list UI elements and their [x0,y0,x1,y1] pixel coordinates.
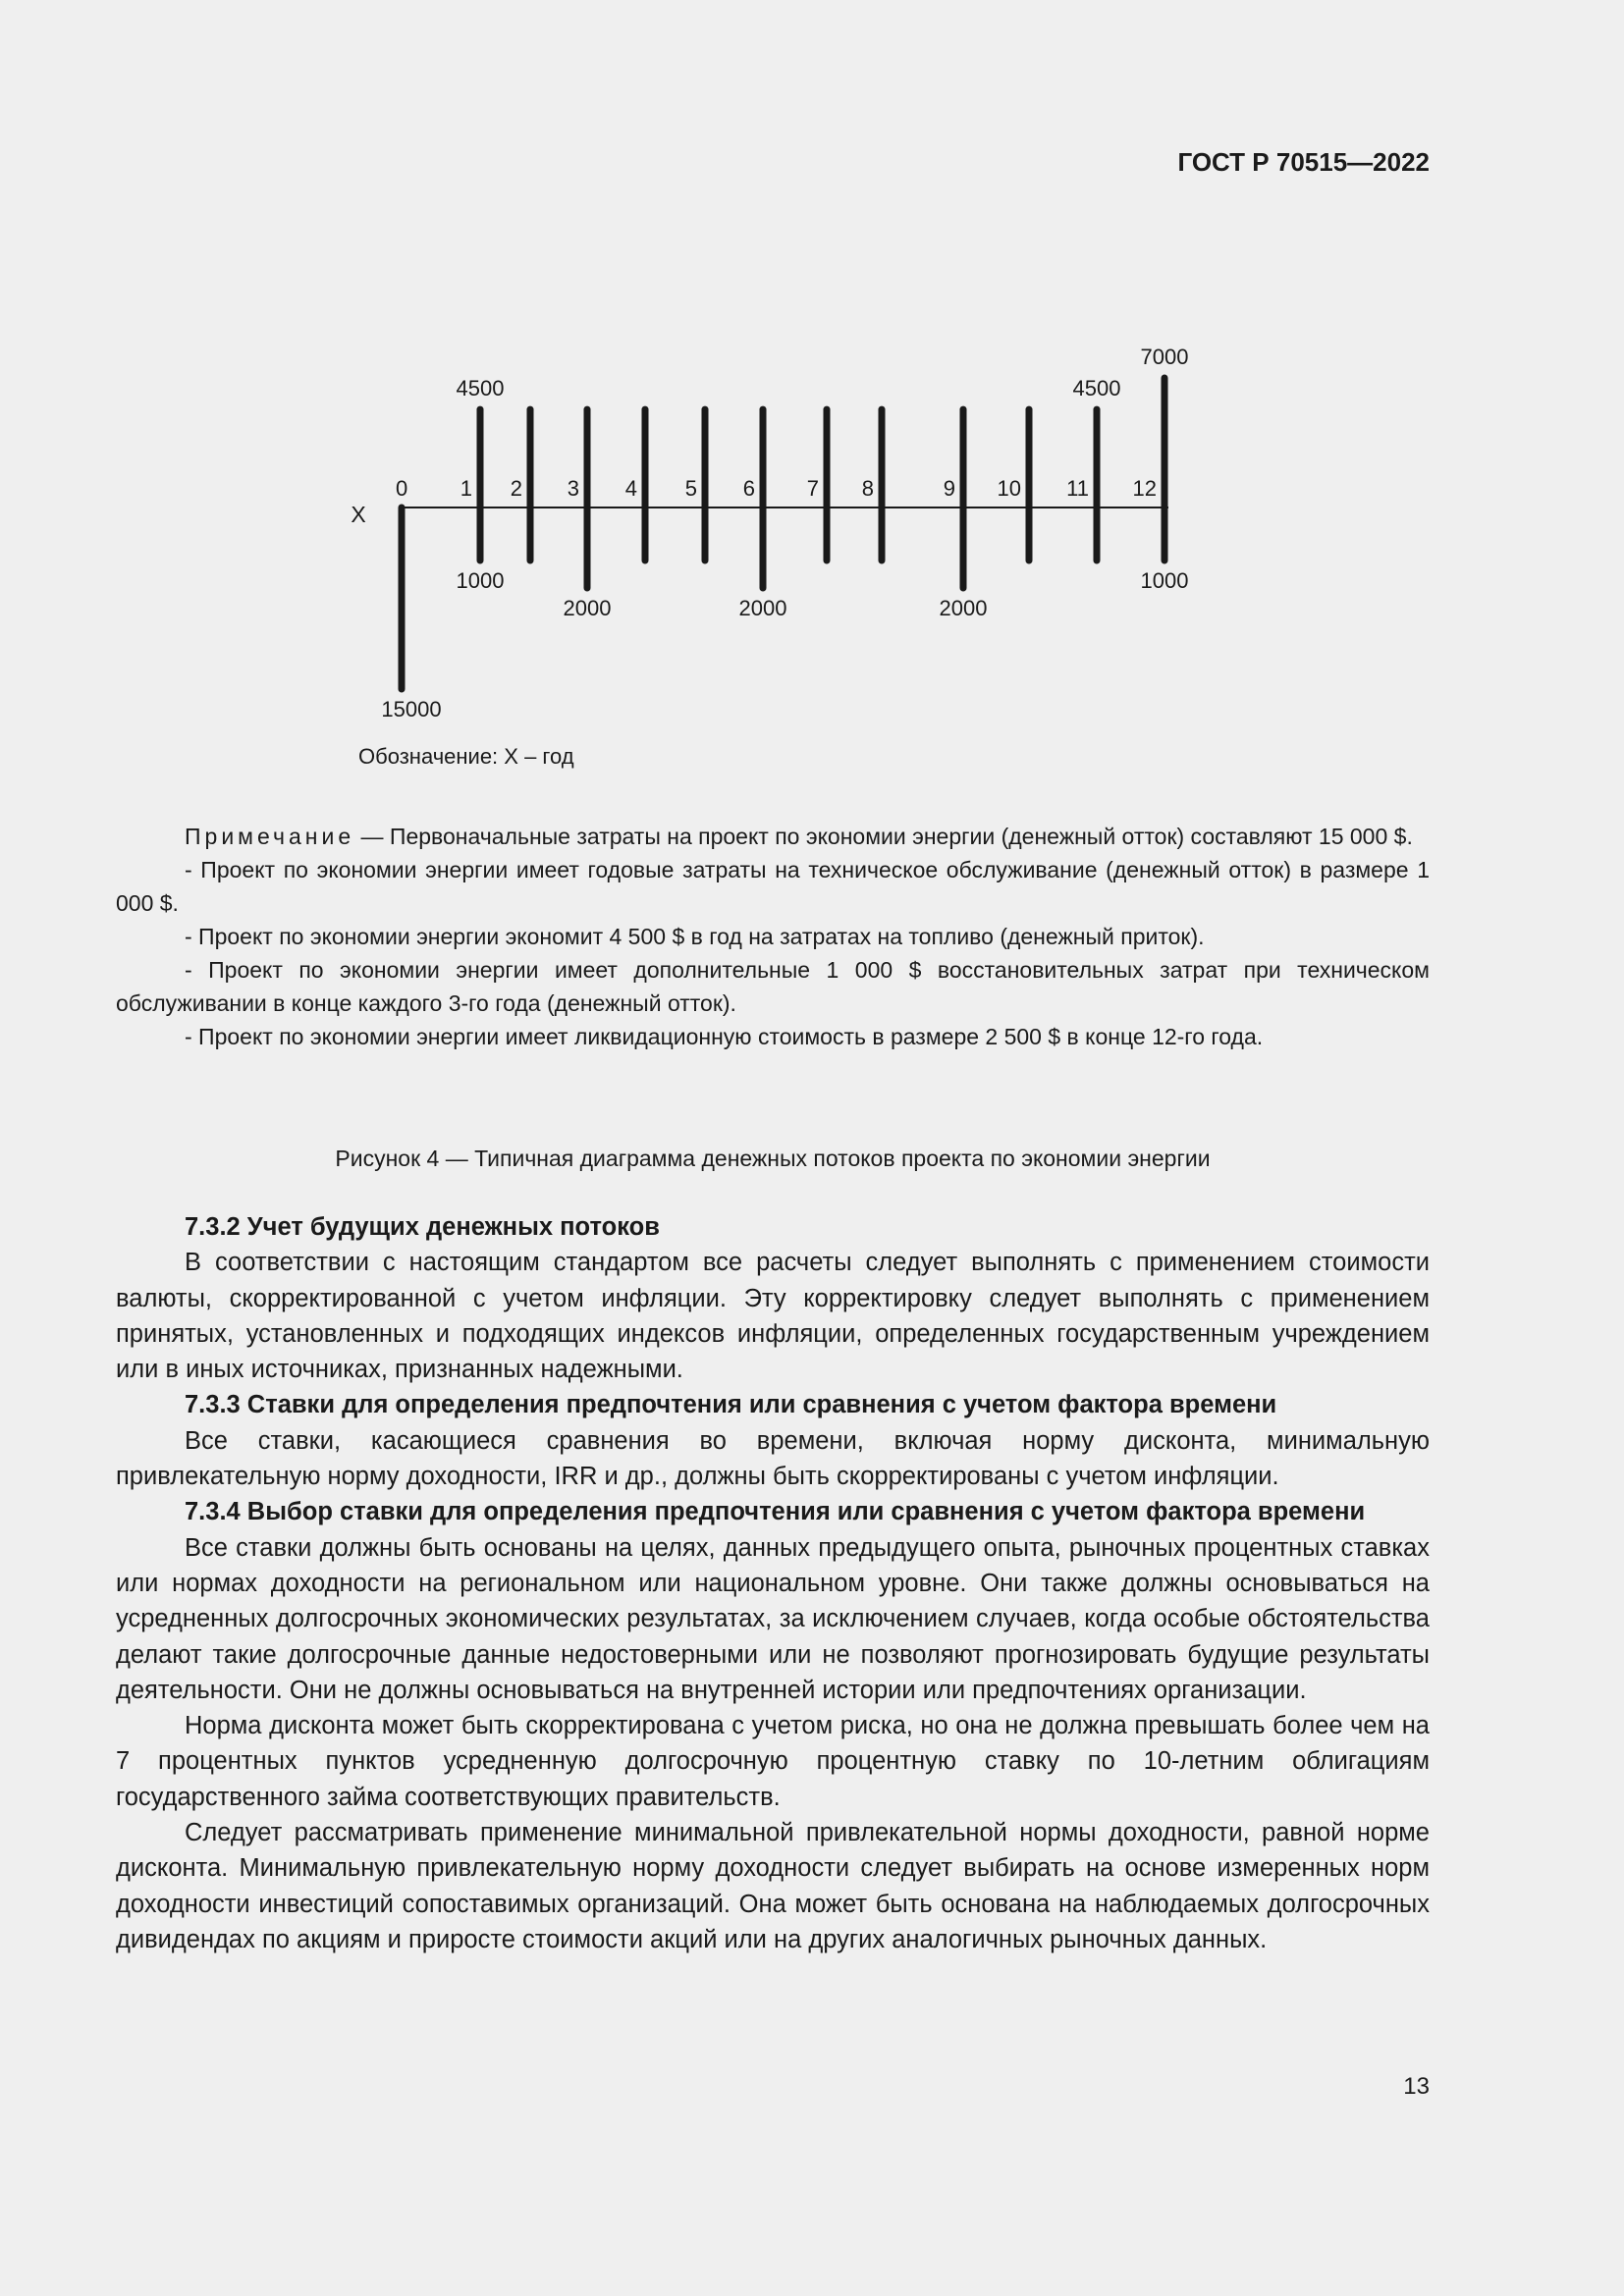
note-label: Примечание [185,824,355,849]
value-label-bottom-year-12: 1000 [1140,568,1189,593]
year-label-5: 5 [684,476,697,501]
note-line-5: - Проект по экономии энергии имеет ликвидационную стоимость в размере 2 500 $ в конце 12-го года. [185,1024,1264,1049]
value-labels [381,345,1188,721]
year-label-9: 9 [943,476,955,501]
year-label-12: 12 [1132,476,1157,501]
paragraph: Следует рассматривать применение минимальной привлекательной нормы доходности, равной норме дисконта. Минимальную привлекательную норму доходности следует выбирать на основе измеренных норм доходности инвестиций сопоставимых организаций. Она может быть основана на наблюдаемых долгосрочных дивидендах по акциям и приросте стоимости акций или на других аналогичных рыночных данных. [116,1819,1430,1953]
year-label-1: 1 [460,476,472,501]
year-label-7: 7 [806,476,819,501]
figure-caption: Рисунок 4 — Типичная диаграмма денежных потоков проекта по экономии энергии [335,1146,1211,1171]
year-label-4: 4 [624,476,637,501]
value-label-bottom-year-9: 2000 [939,596,988,620]
axis-x-label: X [351,502,366,527]
section-heading-7-3-4: 7.3.4 Выбор ставки для определения предпочтения или сравнения с учетом фактора времени [185,1498,1366,1526]
year-label-0: 0 [396,476,408,501]
value-label-top-year-1: 4500 [456,376,505,401]
year-label-6: 6 [742,476,755,501]
value-label-bottom-year-1: 1000 [456,568,505,593]
year-label-8: 8 [861,476,874,501]
year-labels [396,476,1157,501]
paragraph: Все ставки, касающиеся сравнения во времени, включая норму дисконта, минимальную привлекательную норму доходности, IRR и др., должны быть скорректированы с учетом инфляции. [116,1426,1430,1491]
value-label-top-year-11: 4500 [1072,376,1121,401]
section-heading-7-3-3: 7.3.3 Ставки для определения предпочтения или сравнения с учетом фактора времени [185,1391,1277,1419]
paragraph: Норма дисконта может быть скорректирована с учетом риска, но она не должна превышать более чем на 7 процентных пунктов усредненную долгосрочную процентную ставку по 10-летним облигациям государственного займа соответствующих правительств. [116,1712,1430,1811]
year-label-3: 3 [567,476,579,501]
value-label-bottom-year-0: 15000 [381,697,442,721]
value-label-bottom-year-3: 2000 [563,596,612,620]
paragraph: Все ставки должны быть основаны на целях, данных предыдущего опыта, рыночных процентных ставках или нормах доходности на региональном или национальном уровне. Они также должны основываться на усредненных долгосрочных экономических результатах, за исключением случаев, когда особые обстоятельства делают такие долгосрочные данные недостоверными или не позволяют прогнозировать будущие результаты деятельности. Они не должны основываться на внутренней истории или предпочтениях организации. [116,1533,1430,1704]
year-label-10: 10 [997,476,1021,501]
year-label-2: 2 [510,476,522,501]
figure-note [116,820,1430,1053]
page-number: 13 [1403,2073,1430,2100]
note-line-2: - Проект по экономии энергии имеет годовые затраты на техническое обслуживание (денежный отток) в размере 1 000 $. [116,857,1430,916]
cash-flow-bars [402,378,1164,689]
year-label-11: 11 [1066,476,1089,501]
document-body [116,1209,1430,1957]
note-line-3: - Проект по экономии энергии экономит 4 500 $ в год на затратах на топливо (денежный приток). [185,924,1205,949]
note-line-1: Примечание — Первоначальные затраты на проект по экономии энергии (денежный отток) составляют 15 000 $. [185,824,1413,849]
cash-flow-diagram [324,221,1208,780]
document-header: ГОСТ Р 70515—2022 [1177,147,1430,177]
diagram-legend: Обозначение: X – год [358,744,574,769]
section-heading-7-3-2: 7.3.2 Учет будущих денежных потоков [185,1213,660,1241]
paragraph: В соответствии с настоящим стандартом все расчеты следует выполнять с применением стоимости валюты, скорректированной с учетом инфляции. Эту корректировку следует выполнять с применением принятых, установленных и подходящих индексов инфляции, определенных государственным учреждением или в иных источниках, признанных надежными. [116,1249,1430,1384]
note-line-4: - Проект по экономии энергии имеет дополнительные 1 000 $ восстановительных затрат при техническом обслуживании в конце каждого 3-го года (денежный отток). [116,957,1430,1016]
value-label-top-year-12: 7000 [1140,345,1189,369]
value-label-bottom-year-6: 2000 [738,596,787,620]
